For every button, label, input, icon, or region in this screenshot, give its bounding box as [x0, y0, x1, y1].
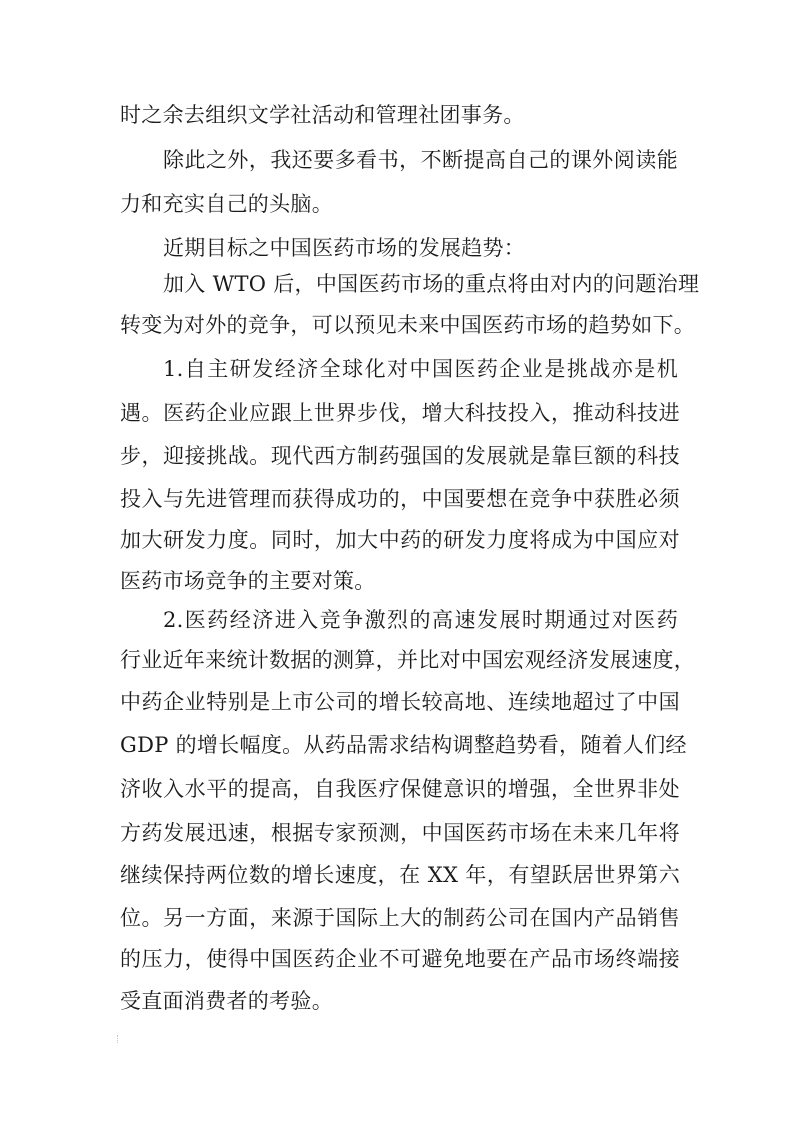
text-line: 除此之外，我还要多看书，不断提高自己的课外阅读能	[163, 148, 678, 172]
text-line: 转变为对外的竞争，可以预见未来中国医药市场的趋势如下。	[120, 313, 696, 337]
text-line: 投入与先进管理而获得成功的，中国要想在竞争中获胜必须	[120, 487, 680, 511]
text-line: 中药企业特别是上市公司的增长较高地、连续地超过了中国	[120, 690, 680, 714]
text-line: 继续保持两位数的增长速度，在 XX 年，有望跃居世界第六	[120, 863, 680, 887]
text-line: 步，迎接挑战。现代西方制药强国的发展就是靠巨额的科技	[120, 444, 680, 468]
page-mark	[117, 1035, 119, 1043]
text-line: 2.医药经济进入竞争激烈的高速发展时期通过对医药	[163, 608, 678, 632]
text-line: 加大研发力度。同时，加大中药的研发力度将成为中国应对	[120, 528, 680, 552]
text-line: 时之余去组织文学社活动和管理社团事务。	[120, 103, 525, 127]
text-line: 位。另一方面，来源于国际上大的制药公司在国内产品销售	[120, 906, 680, 930]
text-line: 行业近年来统计数据的测算，并比对中国宏观经济发展速度，	[120, 648, 696, 672]
text-line: GDP 的增长幅度。从药品需求结构调整趋势看，随着人们经	[120, 733, 687, 757]
text-line: 医药市场竞争的主要对策。	[120, 569, 376, 593]
text-line: 力和充实自己的头脑。	[120, 192, 333, 216]
text-line: 受直面消费者的考验。	[120, 989, 333, 1013]
text-line: 遇。医药企业应跟上世界步伐，增大科技投入，推动科技进	[120, 401, 680, 425]
text-line: 1.自主研发经济全球化对中国医药企业是挑战亦是机	[163, 357, 678, 381]
text-line: 方药发展迅速，根据专家预测，中国医药市场在未来几年将	[120, 821, 680, 845]
text-line: 加入 WTO 后，中国医药市场的重点将由对内的问题治理	[163, 272, 700, 296]
text-line: 的压力，使得中国医药企业不可避免地要在产品市场终端接	[120, 947, 680, 971]
text-line: 济收入水平的提高，自我医疗保健意识的增强，全世界非处	[120, 777, 680, 801]
text-line: 近期目标之中国医药市场的发展趋势：	[163, 236, 526, 260]
